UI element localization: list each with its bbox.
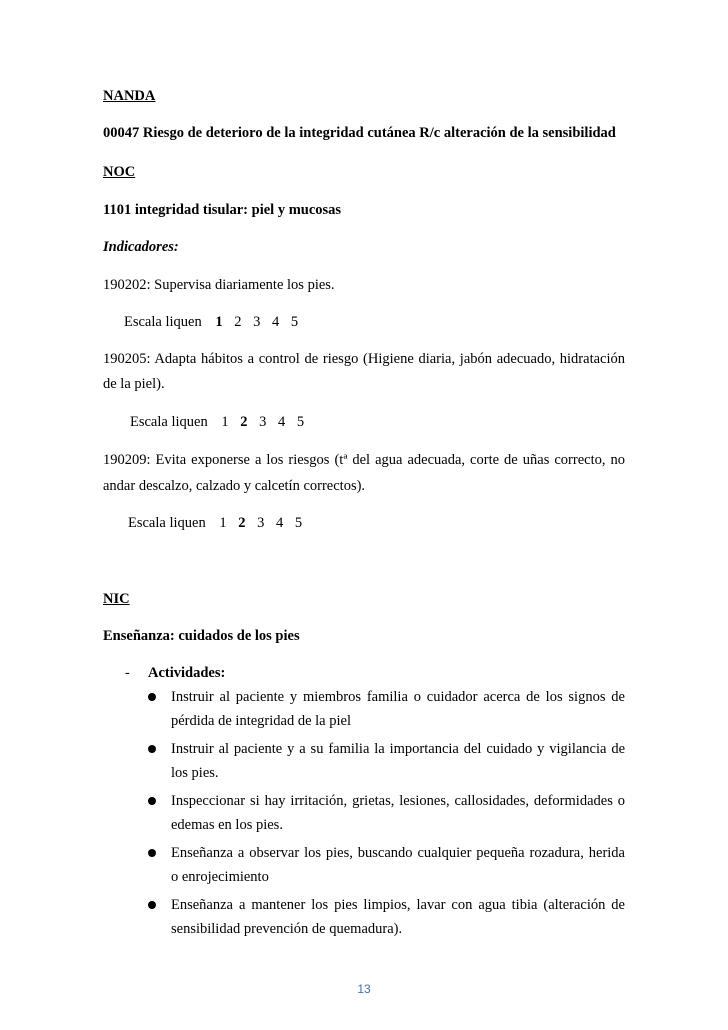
indicator-3-text: 190209: Evita exponerse a los riesgos (tª del agua adecuada, corte de uñas correcto, no bbox=[103, 452, 625, 468]
indicator-2-text: 190205: Adapta hábitos a control de riesgo (Higiene diaria, jabón adecuado, hidratación bbox=[103, 351, 625, 367]
scale-value-2: 2 bbox=[238, 515, 246, 531]
activity-line-1: Enseñanza a observar los pies, buscando cualquier pequeña rozadura, herida bbox=[171, 845, 625, 861]
scale-value-1: 1 bbox=[219, 515, 227, 531]
scale-value-4: 4 bbox=[275, 515, 284, 531]
bullet-icon bbox=[148, 901, 156, 909]
scale-value-5: 5 bbox=[296, 414, 305, 430]
scale-value-5: 5 bbox=[290, 314, 299, 330]
scale-value-2: 2 bbox=[234, 314, 242, 330]
scale-value-1: 1 bbox=[215, 314, 223, 330]
bullet-icon bbox=[148, 797, 156, 805]
activities-dash: - bbox=[125, 665, 130, 681]
activity-line-2: o enrojecimiento bbox=[171, 869, 269, 885]
bullet-icon bbox=[148, 693, 156, 701]
activity-line-2: los pies. bbox=[171, 765, 219, 781]
nic-heading: NIC bbox=[103, 591, 130, 607]
activity-line-2: pérdida de integridad de la piel bbox=[171, 713, 351, 729]
indicator-3-text-cont: andar descalzo, calzado y calcetín correctos). bbox=[103, 478, 366, 494]
scale-label: Escala liquen bbox=[130, 414, 208, 430]
noc-heading: NOC bbox=[103, 164, 136, 180]
page-number: 13 bbox=[357, 982, 371, 996]
indicator-1-text: 190202: Supervisa diariamente los pies. bbox=[103, 277, 335, 293]
indicator-3-scale bbox=[128, 514, 302, 532]
scale-label: Escala liquen bbox=[128, 515, 206, 531]
activity-line-1: Enseñanza a mantener los pies limpios, lavar con agua tibia (alteración de bbox=[171, 897, 625, 913]
activity-item bbox=[171, 688, 625, 730]
activity-line-2: sensibilidad prevención de quemadura). bbox=[171, 921, 403, 937]
indicator-1-scale bbox=[124, 313, 298, 331]
scale-value-3: 3 bbox=[257, 515, 265, 531]
scale-label: Escala liquen bbox=[124, 314, 202, 330]
nanda-diagnosis: 00047 Riesgo de deterioro de la integridad cutánea R/c alteración de la sensibilidad bbox=[103, 125, 616, 141]
scale-value-2: 2 bbox=[240, 414, 248, 430]
activity-item bbox=[171, 792, 625, 834]
bullet-icon bbox=[148, 745, 156, 753]
activity-line-1: Instruir al paciente y a su familia la importancia del cuidado y vigilancia de bbox=[171, 741, 625, 757]
activity-item bbox=[171, 740, 625, 782]
scale-value-5: 5 bbox=[294, 515, 303, 531]
activity-line-2: edemas en los pies. bbox=[171, 817, 283, 833]
scale-value-4: 4 bbox=[277, 414, 286, 430]
activity-item bbox=[171, 844, 625, 886]
scale-value-3: 3 bbox=[253, 314, 261, 330]
indicator-2-scale bbox=[130, 413, 304, 431]
activity-line-1: Inspeccionar si hay irritación, grietas, lesiones, callosidades, deformidades o bbox=[171, 793, 625, 809]
scale-value-3: 3 bbox=[259, 414, 267, 430]
noc-outcome: 1101 integridad tisular: piel y mucosas bbox=[103, 202, 342, 218]
activity-item bbox=[171, 896, 625, 938]
nanda-heading: NANDA bbox=[103, 88, 156, 104]
scale-value-4: 4 bbox=[271, 314, 280, 330]
activities-label: Actividades: bbox=[148, 665, 226, 681]
scale-value-1: 1 bbox=[221, 414, 229, 430]
indicators-label: Indicadores: bbox=[103, 239, 179, 255]
indicator-2-text-cont: de la piel). bbox=[103, 376, 165, 392]
nic-intervention: Enseñanza: cuidados de los pies bbox=[103, 628, 300, 644]
activity-line-1: Instruir al paciente y miembros familia o cuidador acerca de los signos de bbox=[171, 689, 625, 705]
bullet-icon bbox=[148, 849, 156, 857]
